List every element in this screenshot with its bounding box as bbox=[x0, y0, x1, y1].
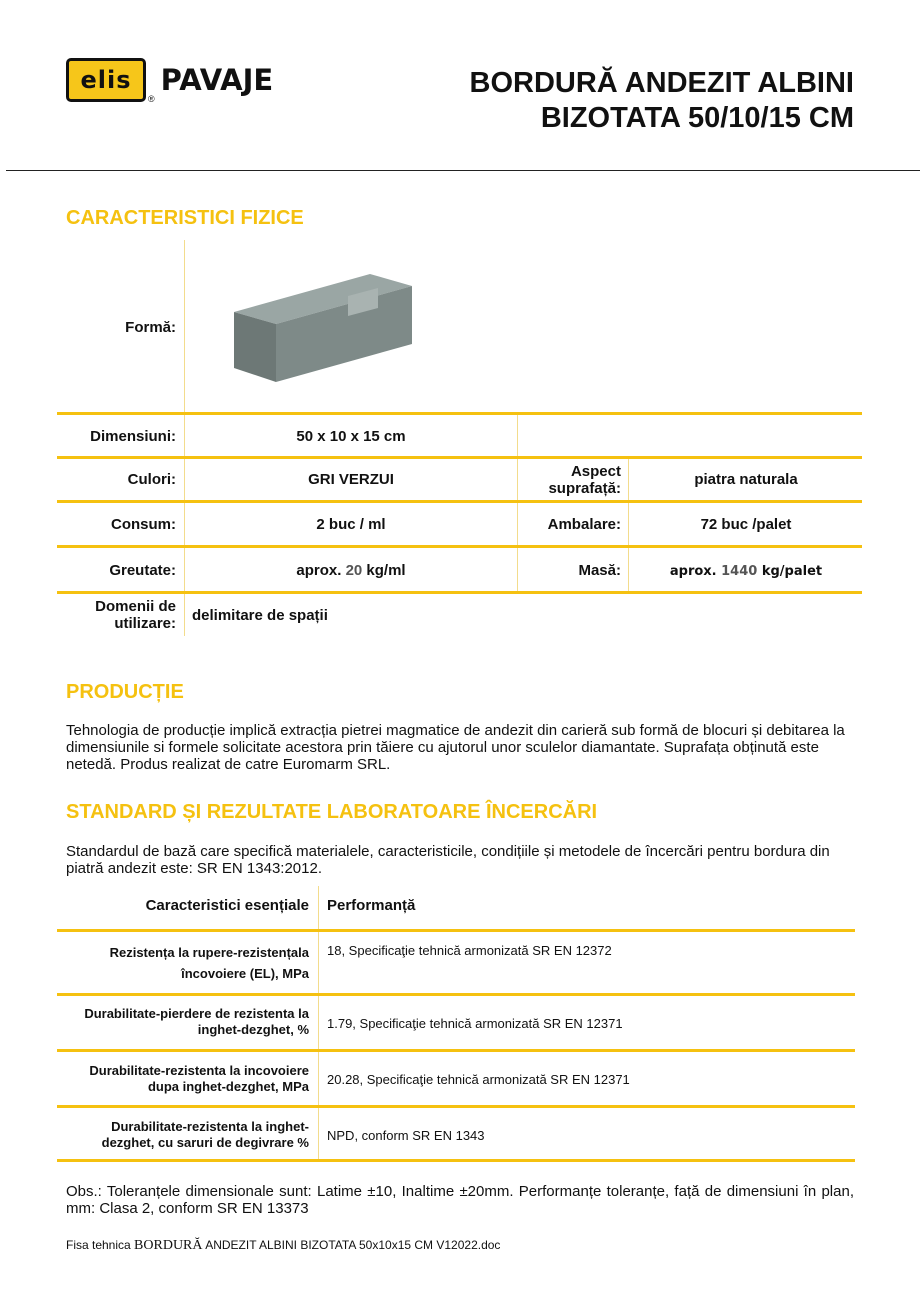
company-logo bbox=[66, 56, 273, 104]
section-heading-physical: CARACTERISTICI FIZICE bbox=[66, 207, 304, 229]
colors-label: Culori: bbox=[127, 471, 176, 488]
table-rule bbox=[57, 545, 862, 548]
table-rule bbox=[57, 500, 862, 503]
tolerances-note: Obs.: Toleranțele dimensionale sunt: Latime ±10, Inaltime ±20mm. Performanțe toleranțe, față de dimensiuni în plan, mm: Clasa 2, conform SR EN 13373 bbox=[66, 1183, 854, 1217]
aspect-value: piatra naturala bbox=[694, 471, 798, 488]
table-column-divider-3 bbox=[628, 458, 629, 592]
consumption-label: Consum: bbox=[111, 516, 176, 533]
usage-label: Domenii de utilizare: bbox=[95, 598, 176, 632]
table-row-value: 1.79, Specificaţie tehnică armonizată SR EN 12371 bbox=[327, 1016, 623, 1031]
packaging-label: Ambalare: bbox=[547, 516, 621, 533]
header-divider bbox=[6, 170, 920, 171]
page-title bbox=[470, 66, 855, 136]
usage-value: delimitare de spații bbox=[192, 607, 328, 624]
table-header-performance: Performanță bbox=[327, 897, 416, 914]
aspect-label: Aspect suprafață: bbox=[548, 463, 621, 497]
product-image bbox=[228, 268, 418, 388]
shape-label: Formă: bbox=[125, 319, 176, 336]
production-text: Tehnologia de producție implică extracția pietrei magmatice de andezit din carieră sub formă de blocuri și debitarea la dimensiunile si formele solicitate acestora prin tăiere cu ajutorul unor sculelor diamantate. Suprafața obținută este netedă. Produs realizat de catre Euromarm SRL. bbox=[66, 722, 845, 773]
table-column-divider bbox=[184, 240, 185, 636]
consumption-value: 2 buc / ml bbox=[316, 516, 386, 533]
lab-table-column-divider bbox=[318, 886, 319, 1162]
table-row-label: Rezistența la rupere-rezistențala încovoiere (EL), MPa bbox=[109, 945, 309, 981]
logo-text: PAVAJE bbox=[160, 63, 274, 97]
dimensions-label: Dimensiuni: bbox=[90, 428, 176, 445]
title-line-1: BORDURĂ ANDEZIT ALBINI bbox=[469, 67, 854, 99]
registered-mark: ® bbox=[148, 94, 155, 104]
table-column-divider-2 bbox=[517, 414, 518, 592]
table-rule bbox=[57, 591, 862, 594]
table-header-characteristics: Caracteristici esențiale bbox=[145, 897, 309, 914]
footer-prefix: Fisa tehnica bbox=[66, 1238, 131, 1252]
logo-mark: elis bbox=[66, 58, 146, 102]
table-row-value: 20.28, Specificaţie tehnică armonizată SR EN 12371 bbox=[327, 1072, 630, 1087]
standard-intro: Standardul de bază care specifică materialele, caracteristicile, condițiile și metodele de încercări pentru bordura din piatră andezit este: SR EN 1343:2012. bbox=[66, 843, 830, 877]
section-heading-standard: STANDARD ȘI REZULTATE LABORATOARE ÎNCERCĂRI bbox=[66, 801, 598, 823]
mass-value: aprox. 1440 kg/palet bbox=[669, 564, 823, 579]
lab-table-rule bbox=[57, 1049, 855, 1052]
colors-value: GRI VERZUI bbox=[308, 471, 394, 488]
lab-table-rule bbox=[57, 929, 855, 932]
dimensions-value: 50 x 10 x 15 cm bbox=[296, 428, 406, 445]
table-row-value: 18, Specificaţie tehnică armonizată SR EN 12372 bbox=[327, 943, 612, 958]
footer bbox=[66, 1238, 500, 1254]
lab-table-rule bbox=[57, 993, 855, 996]
footer-product: BORDURĂ bbox=[134, 1238, 203, 1253]
weight-value: aprox. 20 kg/ml bbox=[296, 562, 406, 579]
title-line-2: BIZOTATA 50/10/15 CM bbox=[540, 102, 854, 134]
weight-label: Greutate: bbox=[109, 562, 176, 579]
table-row-value: NPD, conform SR EN 1343 bbox=[327, 1128, 485, 1143]
table-row-label: Durabilitate-pierdere de rezistenta la inghet-dezghet, % bbox=[84, 1006, 309, 1037]
table-row-label: Durabilitate-rezistenta la incovoiere dupa inghet-dezghet, MPa bbox=[89, 1063, 309, 1094]
table-rule bbox=[57, 456, 862, 459]
table-row-label: Durabilitate-rezistenta la inghet-dezghet, cu saruri de degivrare % bbox=[101, 1119, 309, 1150]
packaging-value: 72 buc /palet bbox=[700, 516, 792, 533]
section-heading-production: PRODUCȚIE bbox=[66, 681, 184, 703]
lab-table-rule bbox=[57, 1159, 855, 1162]
mass-label: Masă: bbox=[578, 562, 621, 579]
lab-table-rule bbox=[57, 1105, 855, 1108]
footer-filename: ANDEZIT ALBINI BIZOTATA 50x10x15 CM V12022.doc bbox=[205, 1238, 501, 1252]
table-rule bbox=[57, 412, 862, 415]
